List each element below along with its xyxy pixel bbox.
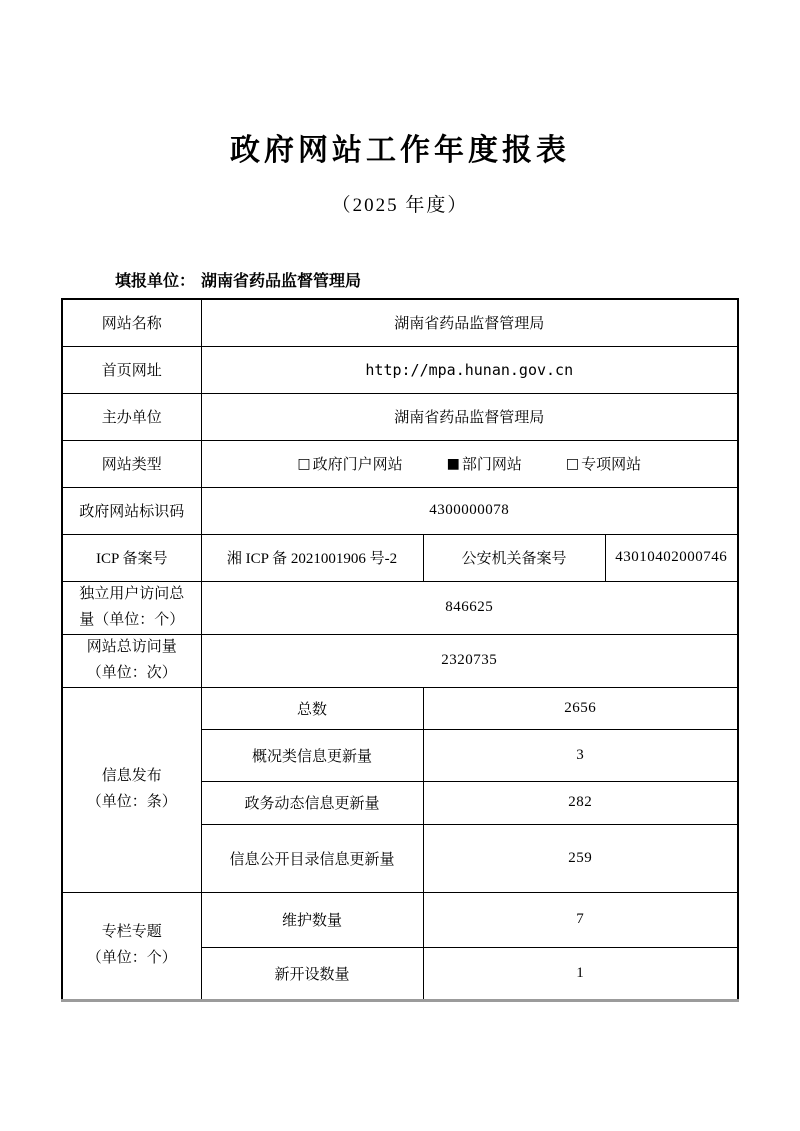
info-publish-item-value: 2656 [423,687,738,729]
police-filing-value: 43010402000746 [605,534,738,581]
site-type-label: 网站类型 [62,440,201,487]
info-publish-item-name: 信息公开目录信息更新量 [201,824,423,892]
site-type-option-special: □ 专项网站 [565,456,642,474]
checkbox-checked-icon: ■ [446,456,460,473]
info-publish-item-name: 总数 [201,687,423,729]
site-name-value: 湖南省药品监督管理局 [201,299,738,346]
icp-value: 湘 ICP 备 2021001906 号-2 [201,534,423,581]
checkbox-unchecked-icon: □ [297,456,311,473]
filing-unit-label: 填报单位： [115,273,196,290]
checkbox-unchecked-icon: □ [565,456,580,473]
row-icp [62,534,738,581]
row-homepage-url [62,346,738,393]
total-visits-label: 网站总访问量 （单位：次） [62,634,201,687]
row-site-code [62,487,738,534]
row-special-columns-maintained [62,892,738,947]
site-name-label: 网站名称 [62,299,201,346]
homepage-url-value: http://mpa.hunan.gov.cn [201,346,738,393]
site-code-label: 政府网站标识码 [62,487,201,534]
homepage-url-label: 首页网址 [62,346,201,393]
police-filing-label: 公安机关备案号 [423,534,605,581]
special-columns-item-name: 维护数量 [201,892,423,947]
info-publish-item-name: 政务动态信息更新量 [201,781,423,824]
row-site-name [62,299,738,346]
site-type-options [201,440,738,487]
info-publish-item-name: 概况类信息更新量 [201,729,423,781]
special-columns-item-name: 新开设数量 [201,947,423,1000]
special-columns-item-value: 1 [423,947,738,1000]
info-publish-item-value: 259 [423,824,738,892]
page-title: 政府网站工作年度报表 [230,134,570,167]
unique-visits-value: 846625 [201,581,738,634]
page-subtitle: （2025 年度） [331,195,469,216]
organizer-label: 主办单位 [62,393,201,440]
row-info-publish-total [62,687,738,729]
row-unique-visits [62,581,738,634]
site-type-option-portal: □ 政府门户网站 [297,456,403,474]
row-site-type [62,440,738,487]
filing-unit-line [115,272,800,291]
icp-label: ICP 备案号 [62,534,201,581]
special-columns-label: 专栏专题 （单位：个） [62,892,201,1000]
total-visits-value: 2320735 [201,634,738,687]
info-publish-item-value: 282 [423,781,738,824]
row-total-visits [62,634,738,687]
site-type-option-department: ■ 部门网站 [446,456,522,474]
filing-unit-value: 湖南省药品监督管理局 [201,273,362,290]
info-publish-label: 信息发布 （单位：条） [62,687,201,892]
info-publish-item-value: 3 [423,729,738,781]
unique-visits-label: 独立用户访问总 量（单位：个） [62,581,201,634]
organizer-value: 湖南省药品监督管理局 [201,393,738,440]
row-organizer [62,393,738,440]
annual-report-table [61,298,739,1002]
site-code-value: 4300000078 [201,487,738,534]
special-columns-item-value: 7 [423,892,738,947]
